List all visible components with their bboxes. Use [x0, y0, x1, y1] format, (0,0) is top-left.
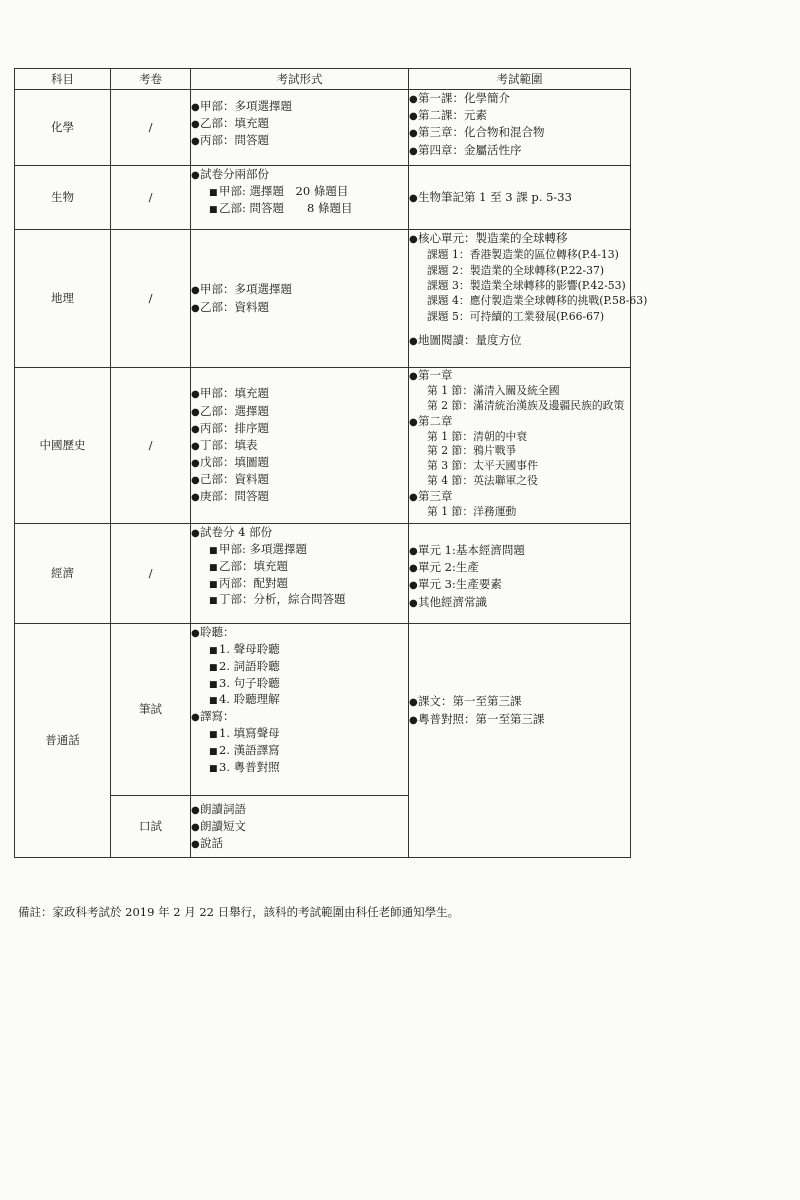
row-chemistry [15, 90, 631, 166]
subject-putonghua: 普通話 [15, 624, 111, 858]
scope-biology: ●生物筆記第 1 至 3 課 p. 5-33 [409, 166, 631, 230]
scope-geography: ●核心單元：製造業的全球轉移 課題 1：香港製造業的區位轉移(P.4-13) 課題 2：製造業的全球轉移(P.22-37) 課題 3：製造業全球轉移的影響(P.42-53) 課題 4：應付製造業全球轉移的挑戰(P.58-63) 課題 5：可持續的工業發展(P.66-67) ●地圖閱讀：量度方位 [409, 230, 631, 368]
format-putonghua-written: ●聆聽： ■1. 聲母聆聽 ■2. 詞語聆聽 ■3. 句子聆聽 ■4. 聆聽理解 ●譯寫： ■1. 填寫聲母 ■2. 漢語譯寫 ■3. 粵普對照 [191, 624, 409, 796]
row-biology [15, 166, 631, 230]
paper-geography: / [111, 230, 191, 368]
subject-geography: 地理 [15, 230, 111, 368]
header-format: 考試形式 [191, 69, 409, 90]
format-biology: ●試卷分兩部份 ■甲部: 選擇題 20 條題目 ■乙部: 問答題 8 條題目 [191, 166, 409, 230]
paper-putonghua-oral: 口試 [111, 796, 191, 858]
header-row [15, 69, 631, 90]
header-scope: 考試範圍 [409, 69, 631, 90]
header-subject: 科目 [15, 69, 111, 90]
subject-biology: 生物 [15, 166, 111, 230]
header-paper: 考卷 [111, 69, 191, 90]
paper-chinese-history: / [111, 368, 191, 524]
paper-putonghua-written: 筆試 [111, 624, 191, 796]
row-geography [15, 230, 631, 368]
exam-schedule-table [14, 68, 648, 858]
paper-economics: / [111, 524, 191, 624]
subject-chemistry: 化學 [15, 90, 111, 166]
scope-economics: ●單元 1:基本經濟問題 ●單元 2:生產 ●單元 3:生產要素 ●其他經濟常識 [409, 524, 631, 624]
format-putonghua-oral: ●朗讀詞語 ●朗讀短文 ●說話 [191, 796, 409, 858]
subject-economics: 經濟 [15, 524, 111, 624]
row-putonghua-written [15, 624, 631, 796]
format-chemistry: ●甲部：多項選擇題 ●乙部：填充題 ●丙部：問答題 [191, 90, 409, 166]
subject-chinese-history: 中國歷史 [15, 368, 111, 524]
row-chinese-history [15, 368, 631, 524]
scope-chinese-history: ●第一章 第 1 節：滿清入關及統全國 第 2 節：滿清統治漢族及邊疆民族的政策 ●第二章 第 1 節：清朝的中衰 第 2 節：鴉片戰爭 第 3 節：太平天國事件 第 4 節：英法聯軍之役 ●第三章 第 1 節：洋務運動 [409, 368, 631, 524]
format-chinese-history: ●甲部：填充題 ●乙部：選擇題 ●丙部：排序題 ●丁部：填表 ●戊部：填圖題 ●己部：資料題 ●庚部：問答題 [191, 368, 409, 524]
paper-chemistry: / [111, 90, 191, 166]
row-economics [15, 524, 631, 624]
scope-putonghua: ●課文：第一至第三課 ●粵普對照：第一至第三課 [409, 624, 631, 858]
format-economics: ●試卷分 4 部份 ■甲部: 多項選擇題 ■乙部：填充題 ■丙部：配對題 ■丁部：分析，綜合問答題 [191, 524, 409, 624]
format-geography: ●甲部：多項選擇題 ●乙部：資料題 [191, 230, 409, 368]
scope-chemistry: ●第一課：化學簡介 ●第二課：元素 ●第三章：化合物和混合物 ●第四章：金屬活性序 [409, 90, 631, 166]
paper-biology: / [111, 166, 191, 230]
remark-note: 備註：家政科考試於 2019 年 2 月 22 日舉行，該科的考試範圍由科任老師通知學生。 [18, 905, 460, 919]
